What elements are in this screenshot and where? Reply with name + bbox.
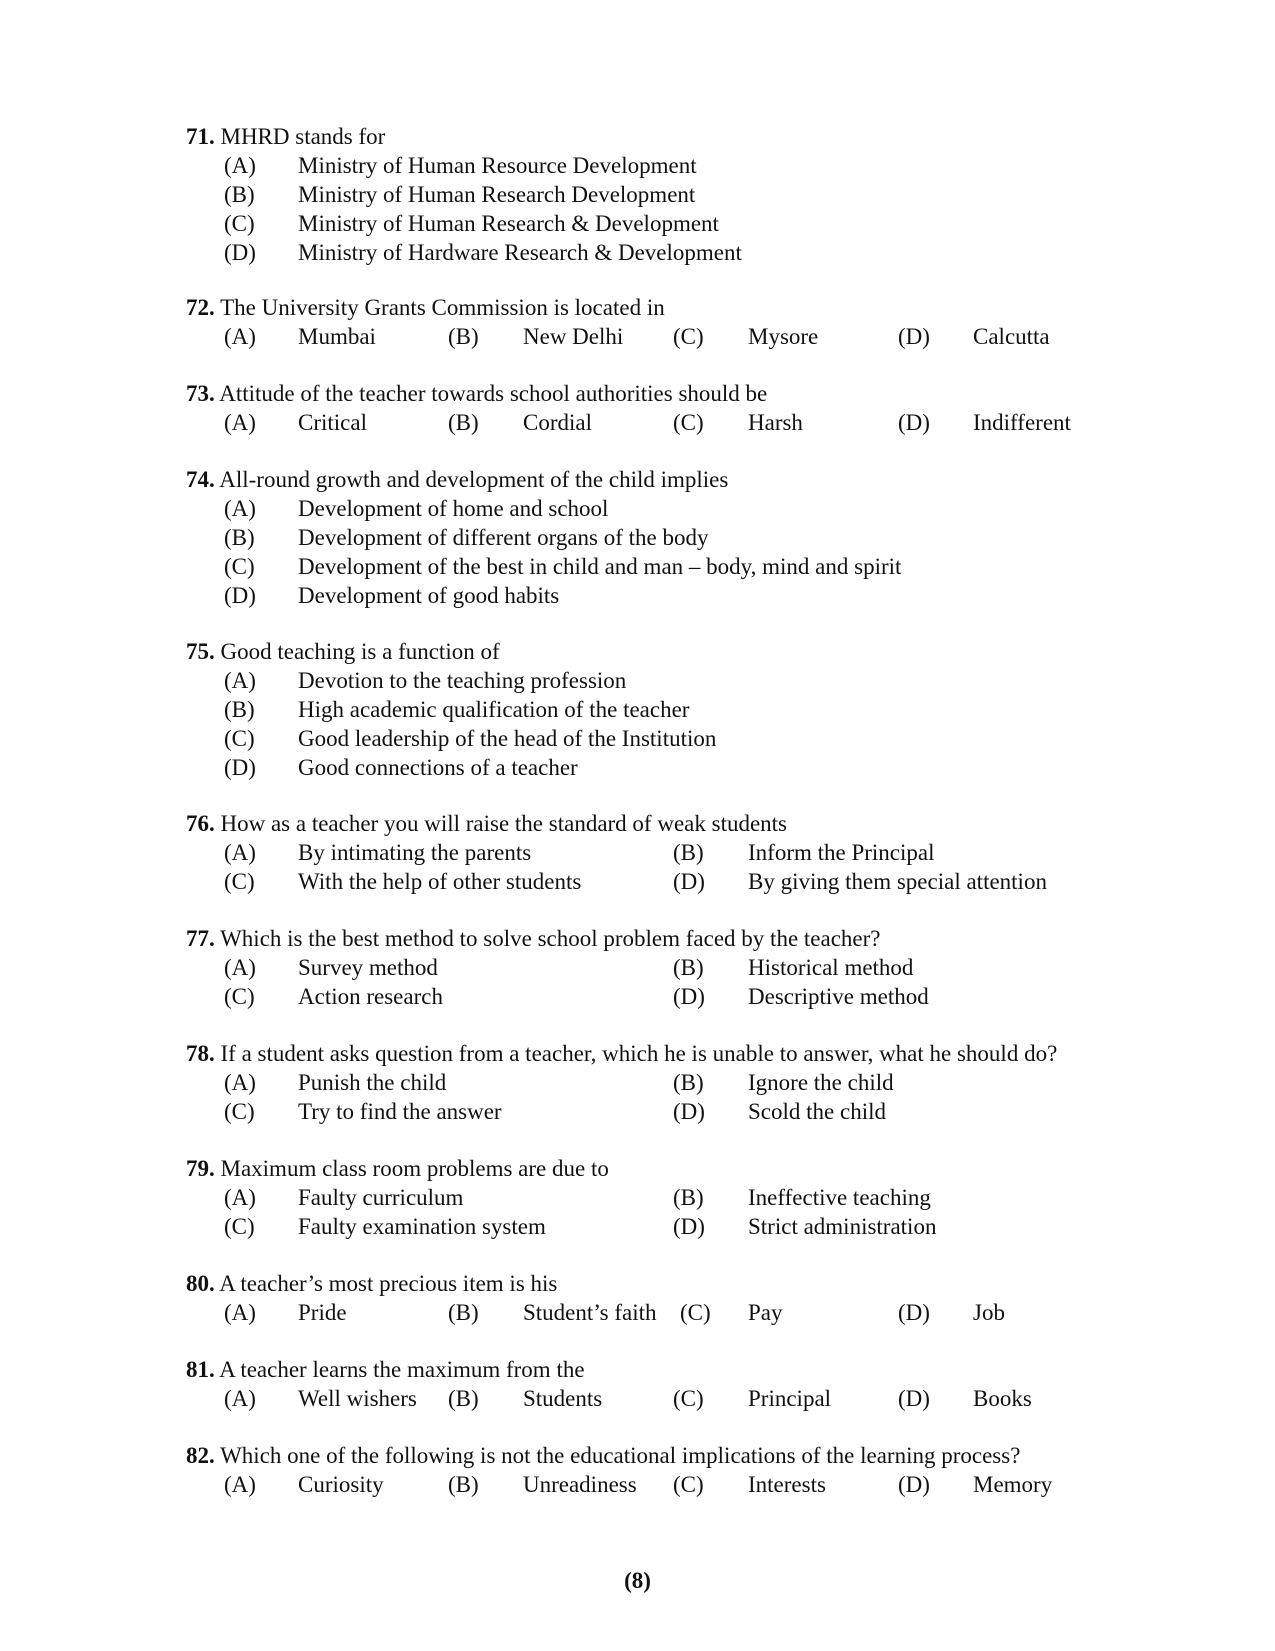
option-b <box>186 523 1186 552</box>
question-stem <box>186 379 1186 408</box>
option-row <box>186 322 1186 351</box>
option-row <box>186 1470 1186 1499</box>
option-text: Good leadership of the head of the Institution <box>298 726 717 751</box>
option-letter-c: (C) <box>673 324 704 349</box>
option-text-a: Survey method <box>298 955 438 980</box>
option-letter-a: (A) <box>224 410 256 435</box>
question-79 <box>186 1154 1186 1241</box>
question-number: 71. <box>186 124 215 149</box>
question-82 <box>186 1441 1186 1499</box>
option-row <box>186 1183 1186 1212</box>
option-letter-a: (A) <box>224 1070 256 1095</box>
option-letter-b: (B) <box>448 324 479 349</box>
question-text: A teacher’s most precious item is his <box>219 1271 558 1296</box>
question-stem <box>186 122 1186 151</box>
option-d <box>186 581 1186 610</box>
option-a <box>186 666 1186 695</box>
option-letter-a: (A) <box>224 840 256 865</box>
question-text: Good teaching is a function of <box>220 639 500 664</box>
option-letter-d: (D) <box>898 410 930 435</box>
option-letter-c: (C) <box>680 1300 711 1325</box>
option-row <box>186 838 1186 867</box>
question-75 <box>186 637 1186 782</box>
option-text-a: Mumbai <box>298 324 376 349</box>
option-text: Development of home and school <box>298 496 609 521</box>
question-number: 75. <box>186 639 215 664</box>
option-row <box>186 1212 1186 1241</box>
option-text-a: Punish the child <box>298 1070 447 1095</box>
question-stem <box>186 1355 1186 1384</box>
question-number: 82. <box>186 1443 215 1468</box>
option-letter: (A) <box>224 496 256 521</box>
option-text-a: Well wishers <box>298 1386 417 1411</box>
option-b <box>186 180 1186 209</box>
question-71 <box>186 122 1186 267</box>
option-letter-c: (C) <box>673 1472 704 1497</box>
option-letter-d: (D) <box>673 1099 705 1124</box>
page-number: (8) <box>624 1568 651 1593</box>
question-text: Maximum class room problems are due to <box>220 1156 609 1181</box>
option-text-c: Principal <box>748 1386 832 1411</box>
question-72 <box>186 293 1186 351</box>
question-text: A teacher learns the maximum from the <box>219 1357 585 1382</box>
option-text-b: Inform the Principal <box>748 840 935 865</box>
question-stem <box>186 465 1186 494</box>
option-text-a: Curiosity <box>298 1472 384 1497</box>
option-text-a: Critical <box>298 410 367 435</box>
option-text-c: Interests <box>748 1472 826 1497</box>
option-row <box>186 953 1186 982</box>
question-text: MHRD stands for <box>220 124 386 149</box>
question-text: Which one of the following is not the educational implications of the learning process? <box>220 1443 1021 1468</box>
option-text-b: Students <box>523 1386 603 1411</box>
question-78 <box>186 1039 1186 1126</box>
option-text: Ministry of Human Resource Development <box>298 153 697 178</box>
option-a <box>186 494 1186 523</box>
option-text: Ministry of Hardware Research & Development <box>298 240 742 265</box>
option-letter-b: (B) <box>448 1386 479 1411</box>
option-text-d: Scold the child <box>748 1099 886 1124</box>
option-row <box>186 1298 1186 1327</box>
option-letter: (B) <box>224 525 255 550</box>
option-text-d: Books <box>973 1386 1032 1411</box>
option-letter-d: (D) <box>898 324 930 349</box>
option-row <box>186 408 1186 437</box>
option-text-b: Unreadiness <box>523 1472 637 1497</box>
option-text: Ministry of Human Research Development <box>298 182 696 207</box>
option-letter-a: (A) <box>224 1472 256 1497</box>
option-letter-b: (B) <box>673 840 704 865</box>
question-number: 79. <box>186 1156 215 1181</box>
option-letter: (C) <box>224 554 255 579</box>
question-stem <box>186 637 1186 666</box>
option-text-a: Pride <box>298 1300 347 1325</box>
question-80 <box>186 1269 1186 1327</box>
option-letter-a: (A) <box>224 1300 256 1325</box>
question-number: 81. <box>186 1357 215 1382</box>
option-letter-c: (C) <box>224 1214 255 1239</box>
question-text: If a student asks question from a teacher, which he is unable to answer, what he should do? <box>220 1041 1058 1066</box>
option-row <box>186 1384 1186 1413</box>
option-letter: (A) <box>224 153 256 178</box>
option-letter: (A) <box>224 668 256 693</box>
option-text-b: Ineffective teaching <box>748 1185 931 1210</box>
option-text-b: Cordial <box>523 410 592 435</box>
question-stem <box>186 1269 1186 1298</box>
option-letter: (B) <box>224 182 255 207</box>
option-letter-d: (D) <box>898 1386 930 1411</box>
option-text-c: With the help of other students <box>298 869 582 894</box>
option-text-d: Job <box>973 1300 1005 1325</box>
option-text-d: Memory <box>973 1472 1053 1497</box>
question-number: 77. <box>186 926 215 951</box>
option-letter-a: (A) <box>224 955 256 980</box>
option-text: Ministry of Human Research & Development <box>298 211 719 236</box>
option-row <box>186 867 1186 896</box>
option-letter-b: (B) <box>448 410 479 435</box>
option-letter: (D) <box>224 240 256 265</box>
option-letter-c: (C) <box>224 1099 255 1124</box>
option-text-d: Descriptive method <box>748 984 929 1009</box>
option-text-d: By giving them special attention <box>748 869 1047 894</box>
question-number: 78. <box>186 1041 215 1066</box>
option-letter-a: (A) <box>224 324 256 349</box>
question-stem <box>186 1039 1186 1068</box>
option-text: Development of the best in child and man – body, mind and spirit <box>298 554 902 579</box>
option-letter: (D) <box>224 583 256 608</box>
question-text: All-round growth and development of the child implies <box>219 467 729 492</box>
option-text-c: Faulty examination system <box>298 1214 546 1239</box>
question-number: 74. <box>186 467 215 492</box>
question-text: Attitude of the teacher towards school authorities should be <box>219 381 768 406</box>
option-c <box>186 209 1186 238</box>
option-letter-d: (D) <box>898 1472 930 1497</box>
option-text: Development of good habits <box>298 583 560 608</box>
option-letter: (D) <box>224 755 256 780</box>
question-74 <box>186 465 1186 610</box>
option-text-b: Student’s faith <box>523 1300 657 1325</box>
option-text: Development of different organs of the body <box>298 525 709 550</box>
option-letter: (C) <box>224 211 255 236</box>
option-text-b: Historical method <box>748 955 914 980</box>
option-text: Devotion to the teaching profession <box>298 668 627 693</box>
question-73 <box>186 379 1186 437</box>
option-text-a: By intimating the parents <box>298 840 532 865</box>
option-d <box>186 753 1186 782</box>
option-letter-c: (C) <box>224 869 255 894</box>
option-row <box>186 982 1186 1011</box>
option-row <box>186 1097 1186 1126</box>
option-letter-b: (B) <box>448 1300 479 1325</box>
question-text: How as a teacher you will raise the standard of weak students <box>220 811 788 836</box>
option-text-d: Indifferent <box>973 410 1071 435</box>
question-stem <box>186 809 1186 838</box>
option-text-c: Mysore <box>748 324 819 349</box>
option-row <box>186 1068 1186 1097</box>
option-c <box>186 724 1186 753</box>
question-77 <box>186 924 1186 1011</box>
option-text: High academic qualification of the teacher <box>298 697 690 722</box>
option-letter-d: (D) <box>673 1214 705 1239</box>
question-76 <box>186 809 1186 896</box>
option-letter-b: (B) <box>448 1472 479 1497</box>
option-text: Good connections of a teacher <box>298 755 578 780</box>
option-letter-d: (D) <box>673 984 705 1009</box>
option-letter-c: (C) <box>673 410 704 435</box>
question-text: The University Grants Commission is located in <box>220 295 665 320</box>
option-text-c: Harsh <box>748 410 803 435</box>
option-text-b: Ignore the child <box>748 1070 894 1095</box>
question-81 <box>186 1355 1186 1413</box>
option-a <box>186 151 1186 180</box>
option-text-c: Action research <box>298 984 443 1009</box>
option-text-d: Calcutta <box>973 324 1050 349</box>
option-letter-a: (A) <box>224 1185 256 1210</box>
question-number: 76. <box>186 811 215 836</box>
option-text-c: Pay <box>748 1300 783 1325</box>
question-number: 72. <box>186 295 215 320</box>
option-letter-b: (B) <box>673 955 704 980</box>
option-c <box>186 552 1186 581</box>
option-letter-b: (B) <box>673 1185 704 1210</box>
option-text-c: Try to find the answer <box>298 1099 502 1124</box>
option-letter: (C) <box>224 726 255 751</box>
question-number: 80. <box>186 1271 215 1296</box>
option-letter-a: (A) <box>224 1386 256 1411</box>
option-d <box>186 238 1186 267</box>
question-stem <box>186 1154 1186 1183</box>
question-stem <box>186 924 1186 953</box>
option-letter-c: (C) <box>673 1386 704 1411</box>
question-stem <box>186 1441 1186 1470</box>
option-text-d: Strict administration <box>748 1214 937 1239</box>
option-b <box>186 695 1186 724</box>
question-text: Which is the best method to solve school problem faced by the teacher? <box>220 926 881 951</box>
question-stem <box>186 293 1186 322</box>
option-text-a: Faulty curriculum <box>298 1185 464 1210</box>
option-letter-d: (D) <box>898 1300 930 1325</box>
option-letter: (B) <box>224 697 255 722</box>
option-letter-b: (B) <box>673 1070 704 1095</box>
question-number: 73. <box>186 381 215 406</box>
option-letter-d: (D) <box>673 869 705 894</box>
option-text-b: New Delhi <box>523 324 624 349</box>
option-letter-c: (C) <box>224 984 255 1009</box>
